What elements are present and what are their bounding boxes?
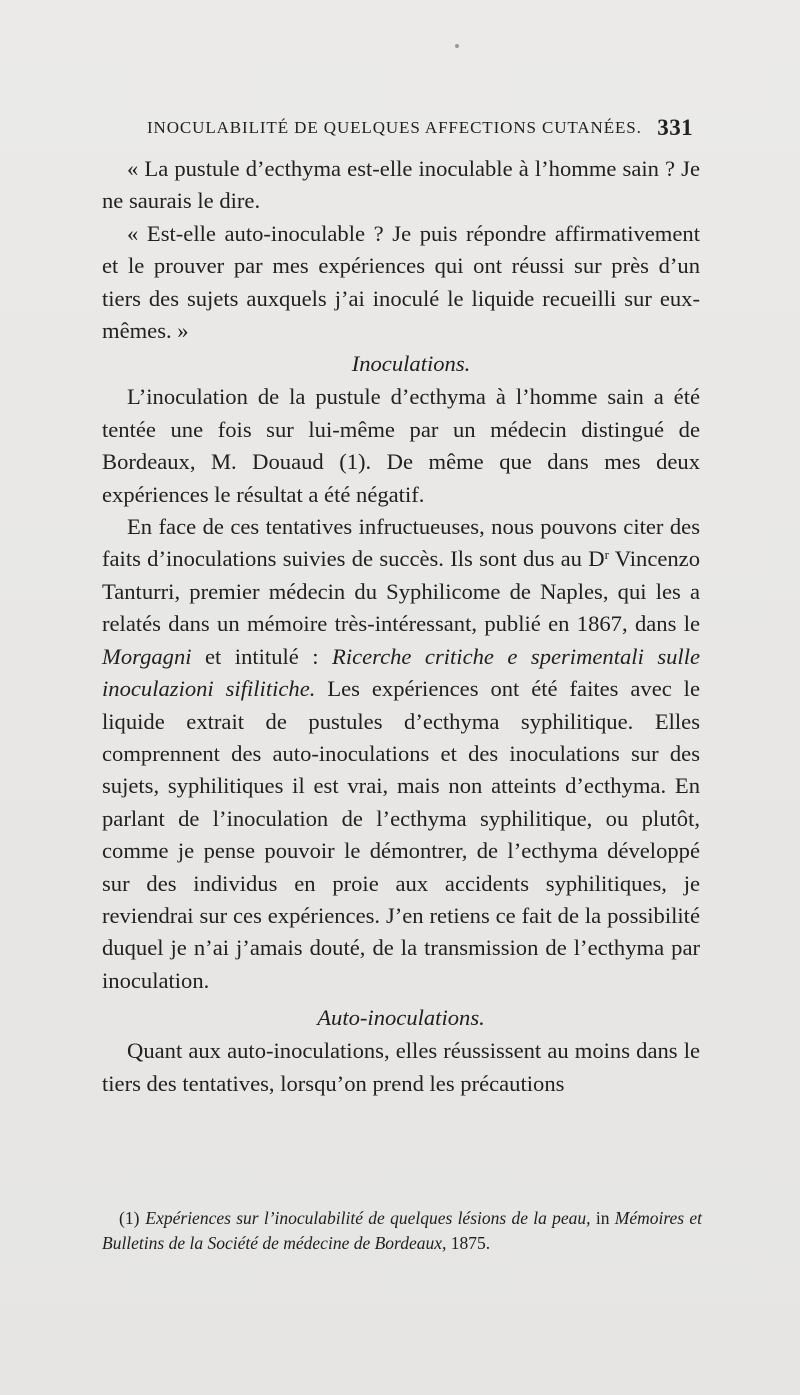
body-text [102,153,700,1100]
tanturri-text-a: En face de ces tentatives infructueuses, nous pouvons citer des faits d’inoculations suivies de succès. Ils sont dus au D [102,514,700,572]
footnote-in: in [590,1208,615,1228]
ink-speck [455,44,459,48]
running-head [147,115,707,146]
paragraph-question-inoculable: « La pustule d’ecthyma est-elle inoculable à l’homme sain ? Je ne saurais le dire. [102,156,700,214]
tanturri-text-c: et intitulé : [191,643,333,669]
page-number: 331 [657,115,693,140]
tanturri-text-d: Les expériences ont été faites avec le liquide extrait de pustules d’ecthyma syphilitique. Elles comprennent des auto-inoculations et des inoculations sur des sujets, syphilitiques il est vrai, mais non atteints d’ecthyma. En parlant de l’inoculation de l’ecthyma syphilitique, ou plutôt, comme je pense pouvoir le démontrer, de l’ecthyma développé sur des individus en proie aux accidents syphilitiques, je reviendrai sur ces expériences. J’en retiens ce fait de la possibilité duquel je n’ai j’amais douté, de la transmission de l’ecthyma par inoculation. [102,676,700,993]
footnote-work-title: Expériences sur l’inoculabilité de quelques lésions de la peau, [145,1208,591,1228]
paragraph-tanturri [102,511,700,997]
footnote [102,1206,702,1255]
running-head-title: INOCULABILITÉ DE QUELQUES AFFECTIONS CUTANÉES. [147,118,642,137]
paragraph-douaud: L’inoculation de la pustule d’ecthyma à l’homme sain a été tentée une fois sur lui-même par un médecin distingué de Bordeaux, M. Douaud (1). De même que dans mes deux expériences le résultat a été négatif. [102,384,700,507]
paragraph-auto-results: Quant aux auto-inoculations, elles réussissent au moins dans le tiers des tentatives, lorsqu’on prend les précautions [102,1038,700,1096]
tanturri-text-b: Vincenzo Tanturri, premier médecin du Syphilicome de Naples, qui les a relatés dans un mémoire très-intéressant, publié en 1867, dans le [102,546,700,637]
footnote-number: (1) [119,1208,140,1228]
section-heading-inoculations: Inoculations. [351,351,471,377]
section-heading-auto-inoculations: Auto-inoculations. [317,1005,485,1031]
footnote-journal: Mémoires et Bulletins de la Société de médecine de Bordeaux, [102,1208,702,1253]
paragraph-auto-inoculable: « Est-elle auto-inoculable ? Je puis répondre affirmativement et le prouver par mes expériences qui ont réussi sur près d’un tiers des sujets auxquels j’ai inoculé le liquide recueilli sur eux-mêmes. » [102,220,700,344]
doctor-abbrev-sup: r [604,547,609,563]
journal-title: Morgagni [102,643,192,669]
footnote-year: 1875. [446,1232,491,1253]
memoir-title: Ricerche critiche e sperimentali sulle inoculazioni sifilitiche. [102,643,700,702]
